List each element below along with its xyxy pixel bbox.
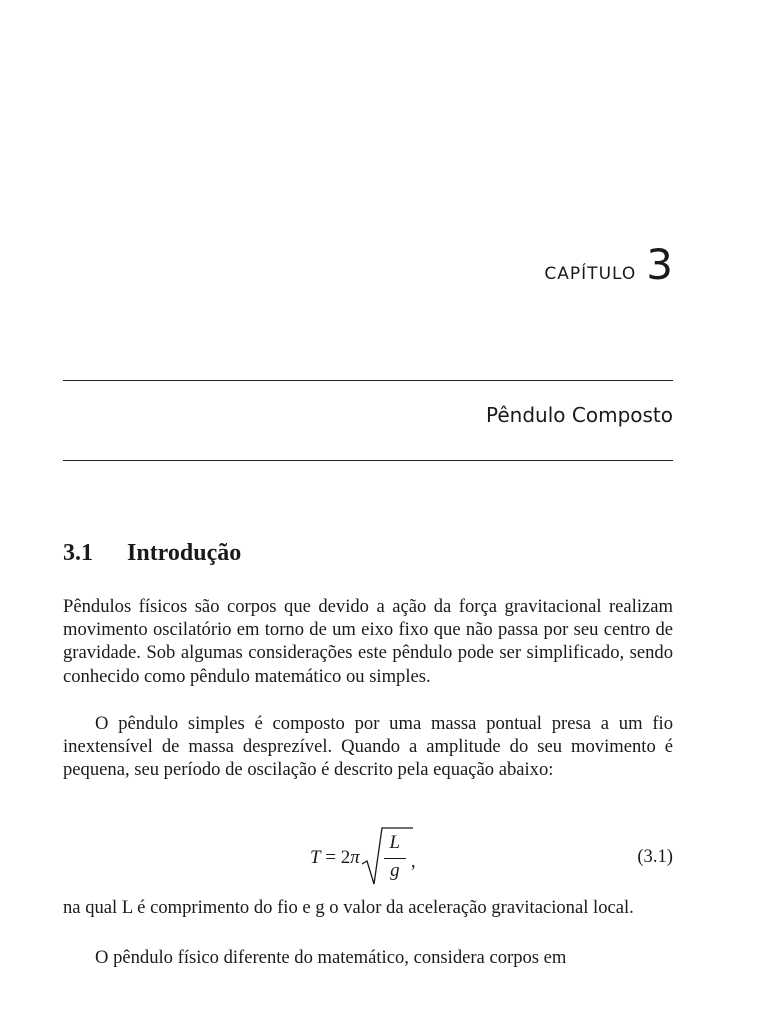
equation-comma: , [410,851,416,872]
chapter-title: Pêndulo Composto [486,403,673,427]
section-number: 3.1 [63,540,93,566]
chapter-number: 3 [646,240,673,289]
paragraph-3: na qual L é comprimento do fio e g o valor da aceleração gravitacional local. [63,897,634,918]
fraction-bar [384,858,406,859]
chapter-word: capítulo [544,257,637,285]
equation-lhs: T [310,847,321,868]
section-title: Introdução [127,540,242,566]
chapter-label [544,240,673,289]
section-heading [63,540,241,567]
paragraph-4: O pêndulo físico diferente do matemático, considera corpos em [95,947,567,968]
paragraph-1: Pêndulos físicos são corpos que devido a ação da força gravitacional realizam movimento oscilatório em torno de um eixo fixo que não passa por seu centro de gravidade. Sob algumas considerações este pêndulo pode ser simplificado, sendo conhecido como pêndulo matemático ou simples. [63,596,673,687]
fraction-numerator: L [389,832,401,853]
equation-3-1 [63,826,673,890]
bottom-rule [63,460,673,461]
equation-body [310,826,416,890]
fraction-denominator: g [390,860,400,881]
equation-number: (3.1) [637,846,673,867]
paragraph-2: O pêndulo simples é composto por uma massa pontual presa a um fio inextensível de massa desprezível. Quando a amplitude do seu movimento é pequena, seu período de oscilação é descrito pela equação abaixo: [63,713,673,781]
top-rule [63,380,673,381]
equation-equals: = 2 [320,847,351,868]
square-root [361,826,413,890]
equation-pi: π [350,847,360,868]
